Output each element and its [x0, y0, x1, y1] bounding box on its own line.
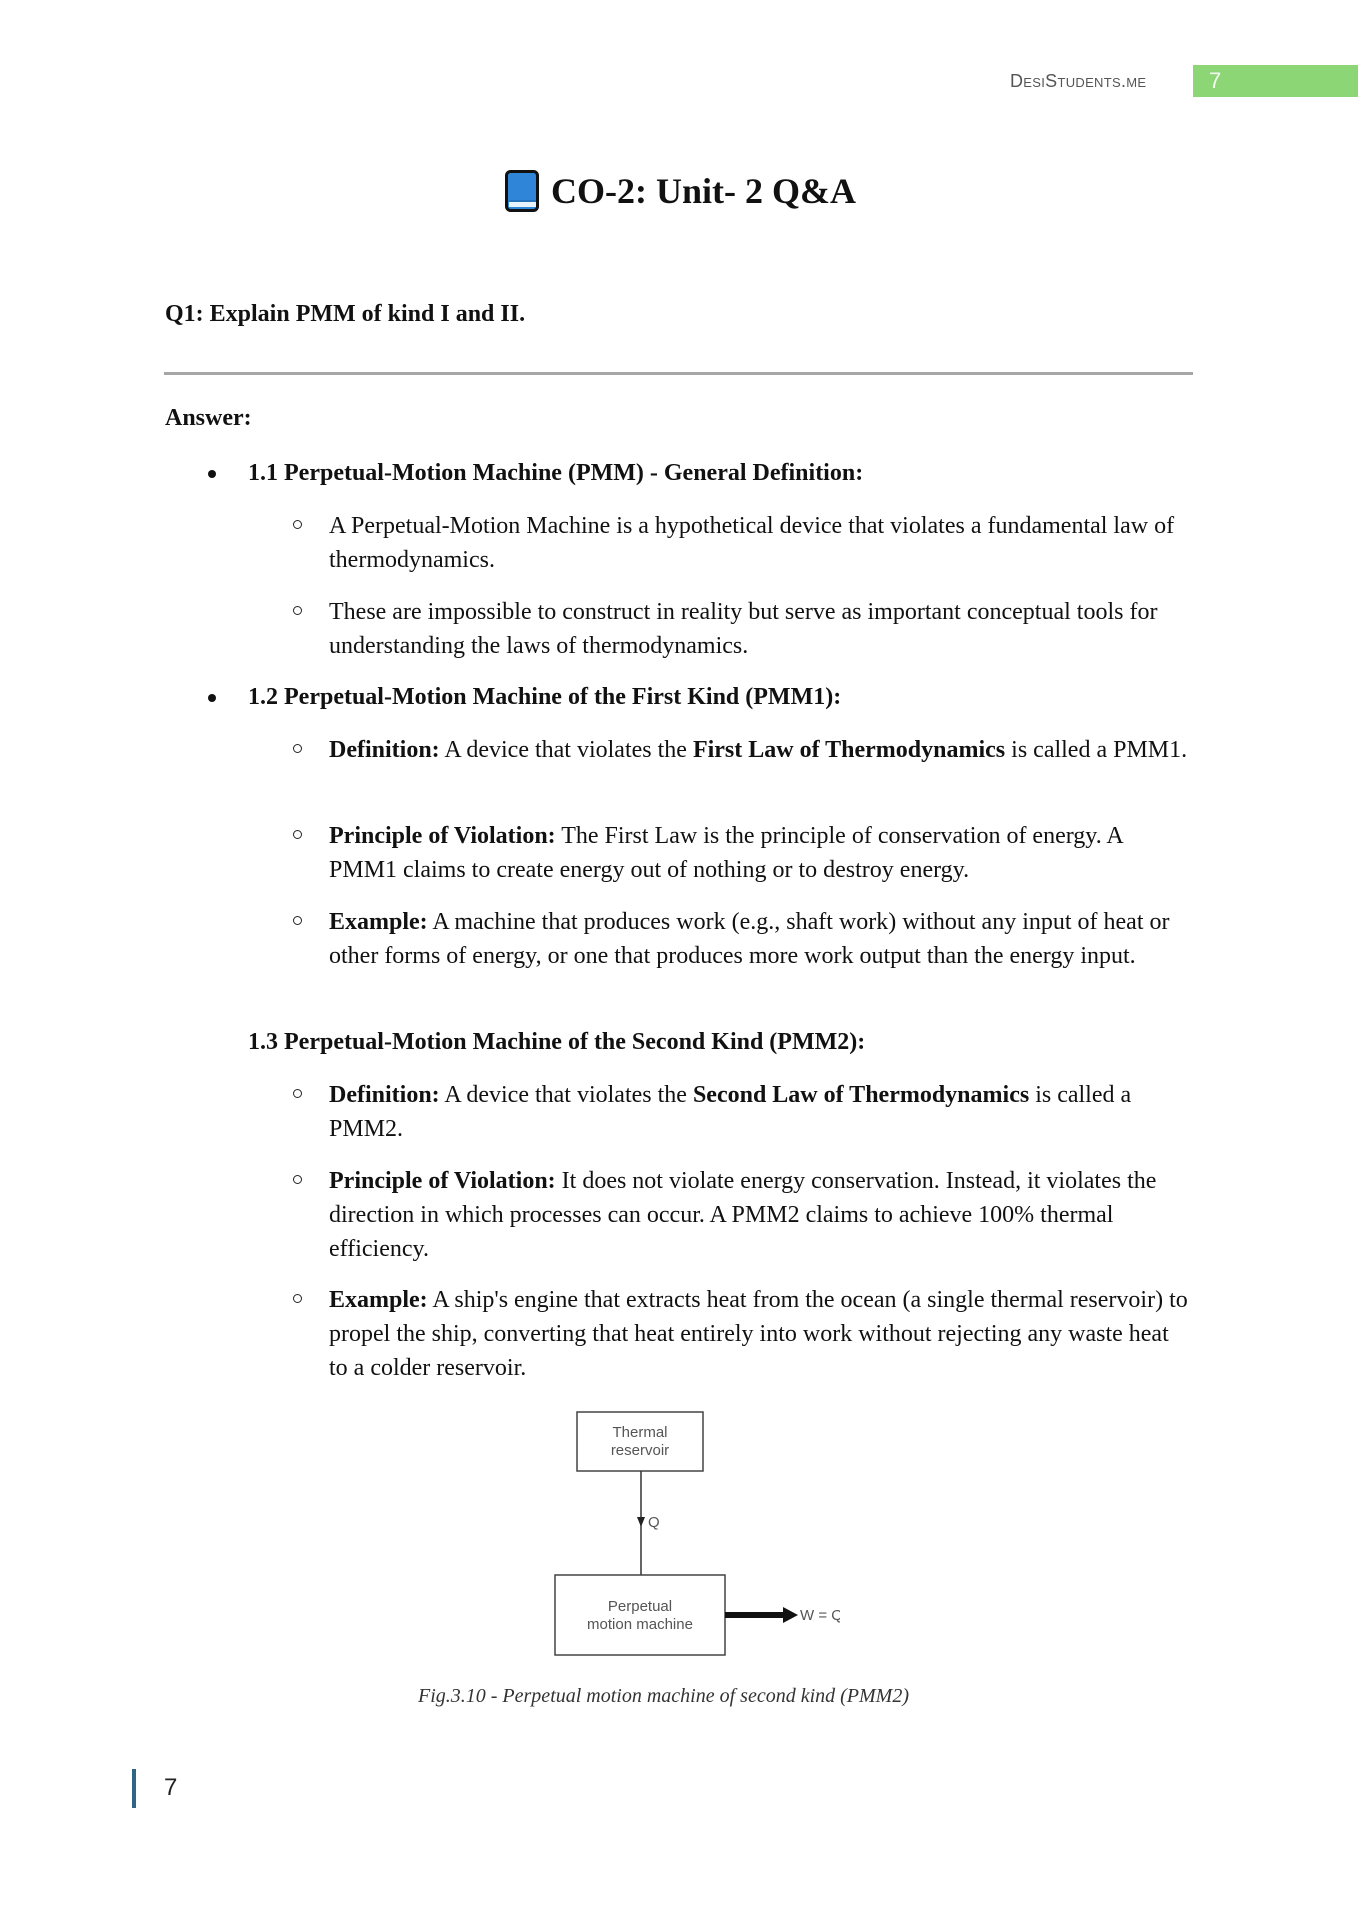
item-text-part: A ship's engine that extracts heat from the ocean (a single thermal reservoir) to propel the ship, converting that heat entirely into work without rejecting any waste heat to a colder reservoir.: [329, 1287, 1188, 1381]
list-item: [293, 595, 1193, 663]
page-number-badge: [1193, 65, 1358, 97]
section-heading-1-2: [248, 680, 841, 714]
answer-label: Answer:: [165, 405, 252, 431]
section-heading-1-1: [248, 456, 863, 490]
hollow-bullet-icon: [293, 1294, 302, 1303]
question-heading: Q1: Explain PMM of kind I and II.: [165, 301, 526, 327]
figure-caption: Fig.3.10 - Perpetual motion machine of second kind (PMM2): [418, 1685, 909, 1707]
bullet-icon: [208, 470, 216, 478]
horizontal-divider: [164, 372, 1193, 375]
item-bold-label: Principle of Violation:: [329, 1168, 556, 1194]
page-title: CO-2: Unit- 2 Q&A: [551, 171, 856, 211]
footer-page-number: 7: [164, 1774, 178, 1801]
hollow-bullet-icon: [293, 1089, 302, 1098]
heat-label: Q: [648, 1514, 660, 1531]
work-label: W = Q: [800, 1607, 840, 1624]
hollow-bullet-icon: [293, 916, 302, 925]
item-text-part: It does not violate energy conservation. Instead, it violates the direction in which processes can occur. A PMM2 claims to achieve 100% thermal efficiency.: [329, 1168, 1157, 1262]
hollow-bullet-icon: [293, 520, 302, 529]
reservoir-label-line1: Thermal: [612, 1424, 668, 1441]
machine-box: [555, 1575, 725, 1655]
list-item: [293, 1164, 1193, 1266]
list-item-text: [329, 1164, 1193, 1266]
list-item: [293, 733, 1193, 767]
machine-label-line1: Perpetual: [607, 1598, 673, 1615]
list-item: [293, 1078, 1193, 1146]
list-item: [293, 905, 1193, 973]
item-text-part: A machine that produces work (e.g., shaft work) without any input of heat or other forms of energy, or one that produces more work output than the energy input.: [329, 909, 1170, 969]
reservoir-label-line2: reservoir: [610, 1442, 670, 1459]
page-title-block: [505, 166, 856, 216]
site-name: DesiStudents.me: [1010, 71, 1147, 91]
section-heading-text: 1.3 Perpetual-Motion Machine of the Second Kind (PMM2):: [248, 1029, 866, 1055]
list-item-text: A Perpetual-Motion Machine is a hypothetical device that violates a fundamental law of thermodynamics.: [329, 513, 1175, 573]
item-text-part: is called a PMM2.: [329, 1082, 1132, 1142]
hollow-bullet-icon: [293, 744, 302, 753]
list-item: [293, 1283, 1193, 1385]
blue-book-icon: [505, 170, 539, 212]
section-heading-1-3: [248, 1025, 865, 1059]
list-item-text: [329, 1283, 1193, 1385]
footer-accent-bar: [132, 1769, 136, 1808]
work-output-arrowhead: [783, 1607, 798, 1623]
pmm2-diagram: [540, 1400, 840, 1670]
item-text-part: is called a PMM1.: [1005, 737, 1188, 763]
hollow-bullet-icon: [293, 830, 302, 839]
hollow-bullet-icon: [293, 1175, 302, 1184]
item-bold-label: Example:: [329, 1287, 428, 1313]
item-bold-label: Definition:: [329, 1082, 440, 1108]
item-text-part: A device that violates the: [439, 737, 693, 763]
heat-flow-arrowhead: [637, 1517, 645, 1527]
list-item: [293, 819, 1193, 887]
item-text-part: A device that violates the: [439, 1082, 693, 1108]
item-text-part: The First Law is the principle of conservation of energy. A PMM1 claims to create energy out of nothing or to destroy energy.: [329, 823, 1123, 883]
machine-label-line2: motion machine: [587, 1616, 693, 1633]
list-item-text: [329, 733, 1193, 767]
list-item-text: [329, 819, 1193, 887]
list-item: [293, 509, 1193, 577]
list-item-text: These are impossible to construct in reality but serve as important conceptual tools for understanding the laws of thermodynamics.: [329, 599, 1158, 659]
item-bold-label: Principle of Violation:: [329, 823, 556, 849]
list-item-text: [329, 1078, 1193, 1146]
item-bold-label: Example:: [329, 909, 428, 935]
section-heading-text: 1.2 Perpetual-Motion Machine of the First Kind (PMM1):: [248, 684, 842, 710]
item-bold-term: First Law of Thermodynamics: [692, 737, 1006, 763]
header-page-number: 7: [1209, 68, 1222, 93]
item-bold-term: Second Law of Thermodynamics: [692, 1082, 1030, 1108]
bullet-icon: [208, 694, 216, 702]
section-heading-text: 1.1 Perpetual-Motion Machine (PMM) - General Definition:: [248, 460, 864, 486]
hollow-bullet-icon: [293, 606, 302, 615]
list-item-text: [329, 905, 1193, 973]
item-bold-label: Definition:: [329, 737, 440, 763]
